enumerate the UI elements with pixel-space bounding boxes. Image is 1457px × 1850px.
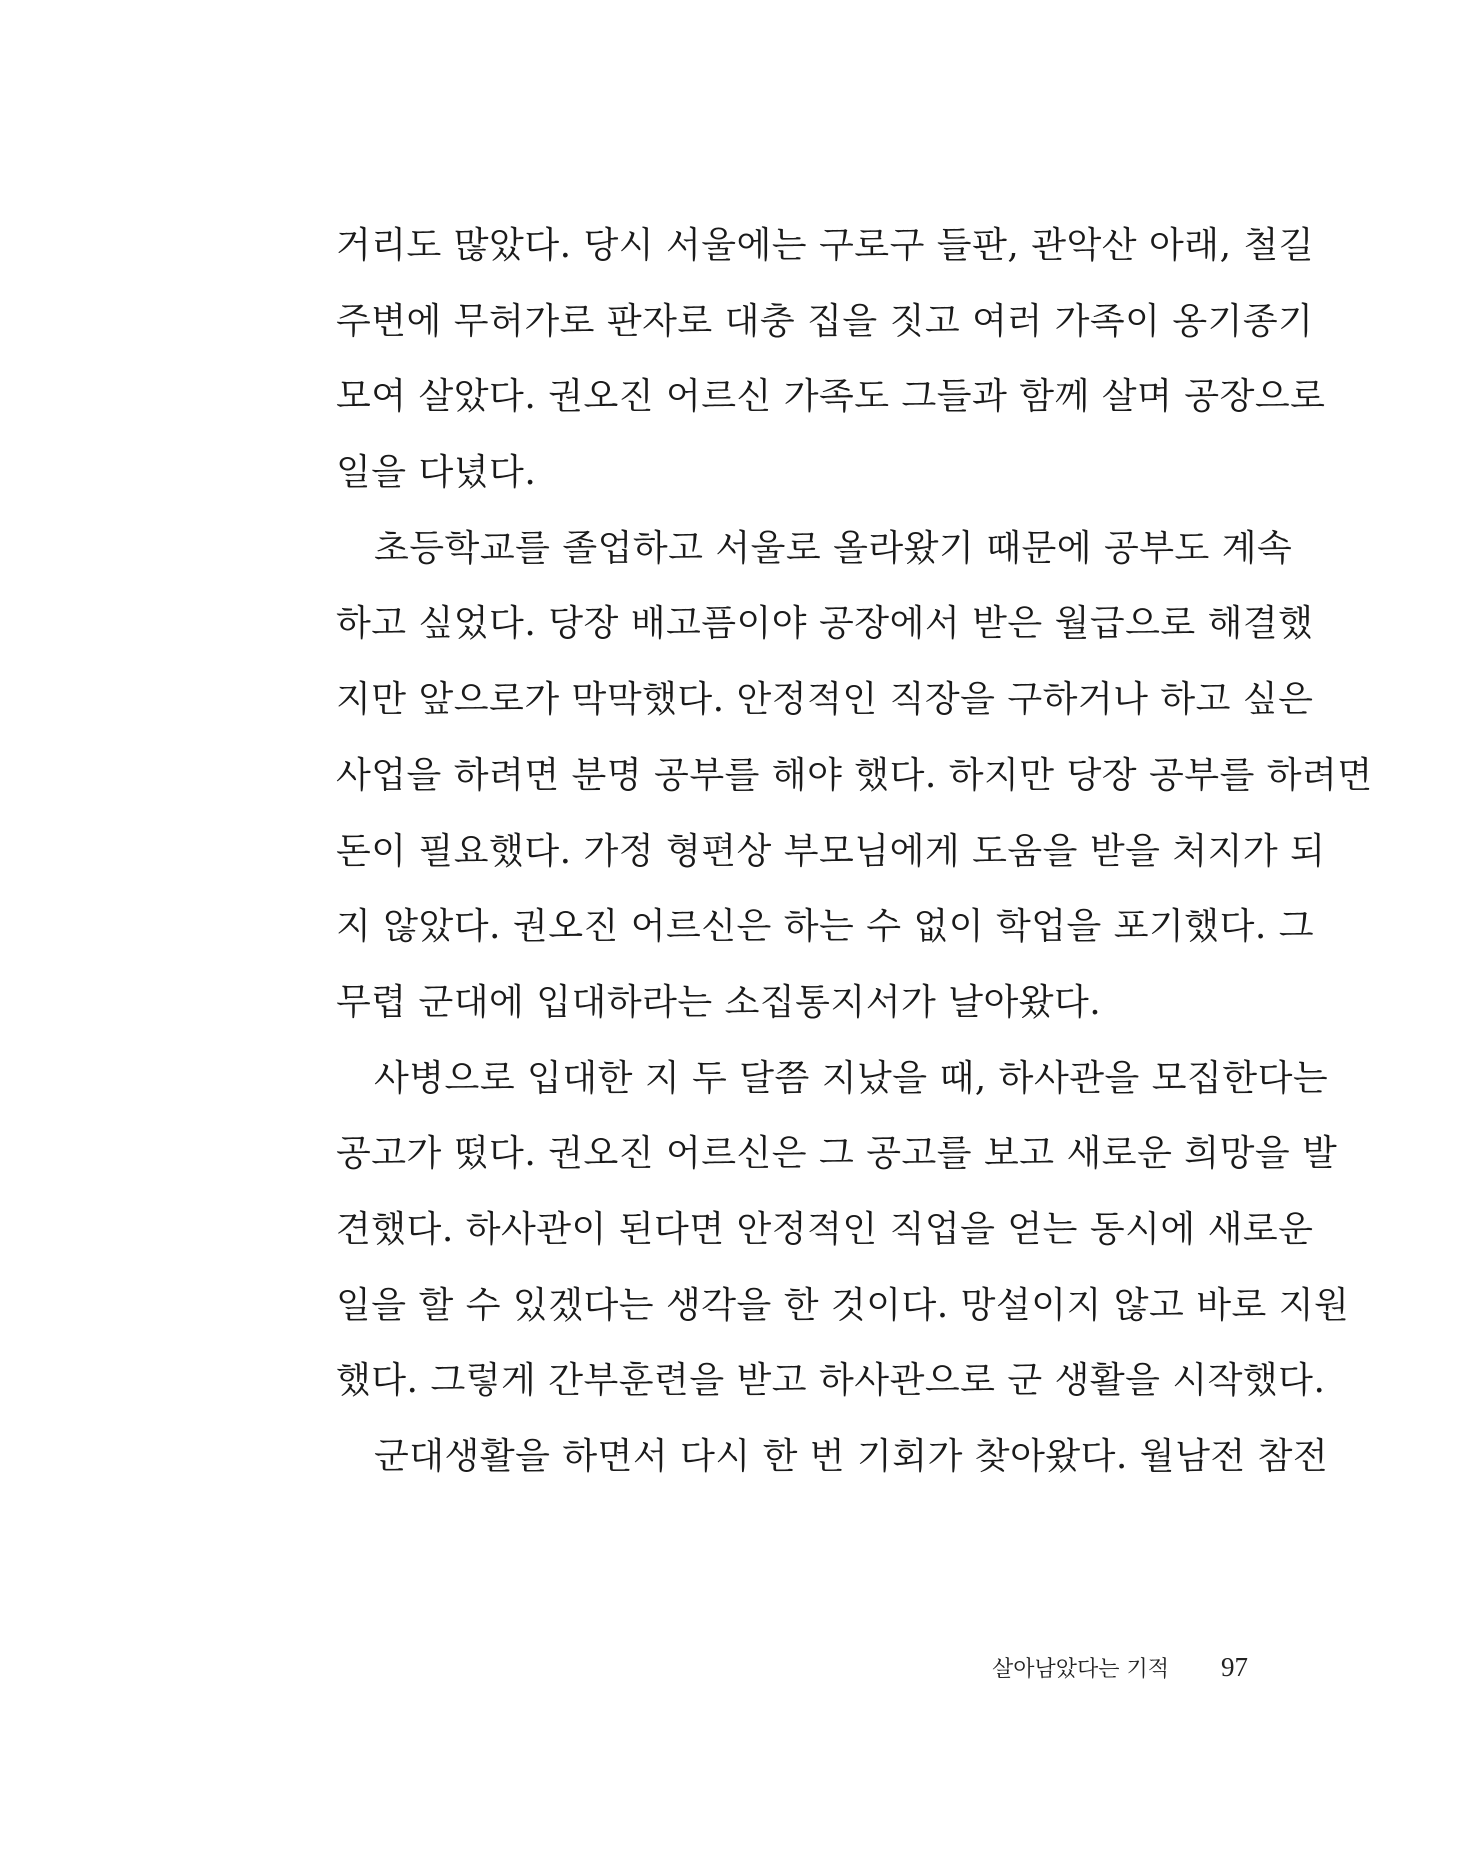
text-line: 일을 다녔다.	[336, 452, 537, 494]
text-line: 거리도 많았다. 당시 서울에는 구로구 들판, 관악산 아래, 철길	[336, 225, 1315, 266]
text-line: 했다. 그렇게 간부훈련을 받고 하사관으로 군 생활을 시작했다.	[336, 1360, 1326, 1402]
body-text	[336, 218, 1373, 1505]
page-footer	[992, 1652, 1248, 1683]
text-line: 하고 싶었다. 당장 배고픔이야 공장에서 받은 월급으로 해결했	[336, 603, 1314, 645]
text-line: 무렵 군대에 입대하라는 소집통지서가 날아왔다.	[336, 981, 1102, 1023]
text-line: 일을 할 수 있겠다는 생각을 한 것이다. 망설이지 않고 바로 지원	[336, 1284, 1350, 1326]
running-title: 살아남았다는 기적	[991, 1657, 1169, 1682]
text-line: 주변에 무허가로 판자로 대충 집을 짓고 여러 가족이 옹기종기	[336, 300, 1314, 342]
text-line: 사업을 하려면 분명 공부를 해야 했다. 하지만 당장 공부를 하려면	[336, 754, 1373, 796]
text-line: 지 않았다. 권오진 어르신은 하는 수 없이 학업을 포기했다. 그	[336, 906, 1315, 948]
paragraph-first-line: 군대생활을 하면서 다시 한 번 기회가 찾아왔다. 월남전 참전	[374, 1436, 1329, 1477]
page-number: 97	[1221, 1652, 1248, 1682]
text-line: 지만 앞으로가 막막했다. 안정적인 직장을 구하거나 하고 싶은	[336, 679, 1314, 721]
paragraph-first-line: 초등학교를 졸업하고 서울로 올라왔기 때문에 공부도 계속	[374, 527, 1293, 569]
text-line: 모여 살았다. 권오진 어르신 가족도 그들과 함께 살며 공장으로	[336, 376, 1326, 418]
paragraph-first-line: 사병으로 입대한 지 두 달쯤 지났을 때, 하사관을 모집한다는	[374, 1057, 1329, 1099]
text-line: 공고가 떴다. 권오진 어르신은 그 공고를 보고 새로운 희망을 발	[336, 1133, 1338, 1175]
text-line: 돈이 필요했다. 가정 형편상 부모님에게 도움을 받을 처지가 되	[336, 830, 1326, 872]
text-line: 견했다. 하사관이 된다면 안정적인 직업을 얻는 동시에 새로운	[336, 1208, 1314, 1250]
